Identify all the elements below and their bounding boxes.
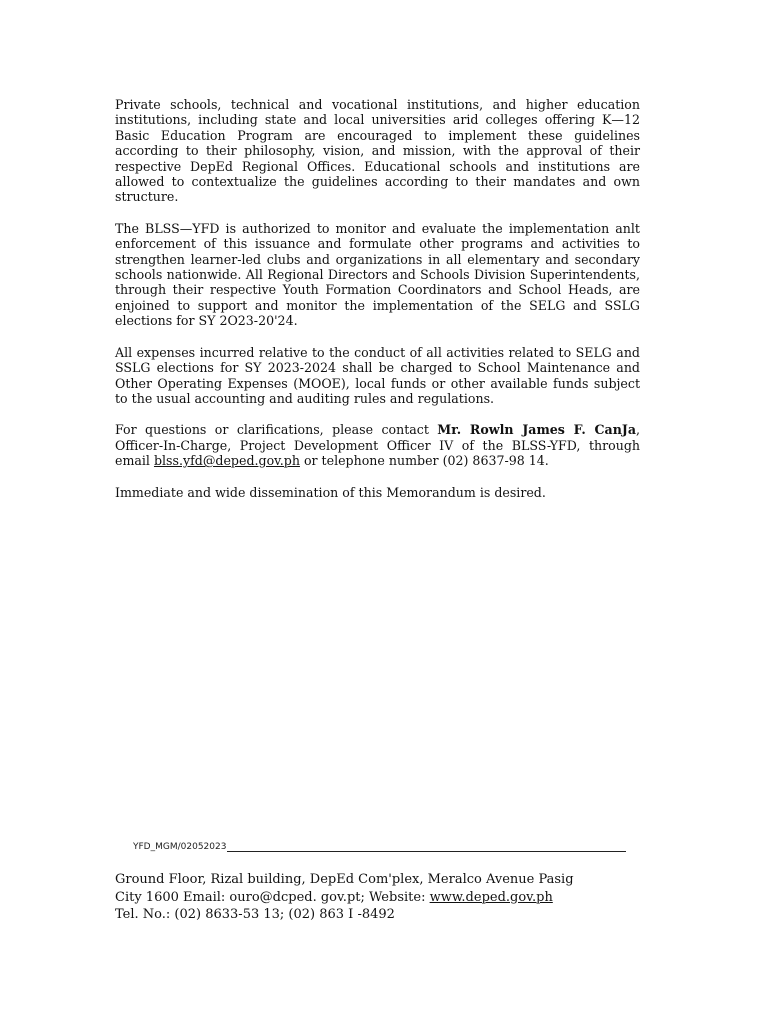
paragraph-monitoring: The BLSS—YFD is authorized to monitor and evaluate the implementation anlt enforcement of this issuance and formulate other programs and activities to strengthen learner-led clubs and organizations in all elementary and secondary schools nationwide. All Regional Directors and Schools Division Superintendents, through their respective Youth Formation Coordinators and School Heads, are enjoined to support and monitor the implementation of the SELG and SSLG elections for SY 2O23-20'24. <box>115 220 640 329</box>
footer-address-line-1: Ground Floor, Rizal building, DepEd Com'plex, Meralco Avenue Pasig <box>115 872 574 887</box>
contact-text-before: For questions or clarifications, please contact <box>115 422 438 438</box>
footer-address-block <box>115 871 635 924</box>
paragraph-expenses: All expenses incurred relative to the conduct of all activities related to SELG and SSLG elections for SY 2023-2024 shall be charged to School Maintenance and Other Operating Expenses (MOOE), local funds or other available funds subject to the usual accounting and auditing rules and regulations. <box>115 344 640 406</box>
contact-person-name: Mr. Rowln James F. CanJa <box>437 422 636 438</box>
contact-text-middle: , Officer-In-Charge, Project Development Officer IV of the BLSS-YFD, through email <box>115 422 640 469</box>
paragraph-contact <box>115 422 640 468</box>
paragraph-private-schools: Private schools, technical and vocational institutions, and higher education institutions, including state and local universities arid colleges offering K—12 Basic Education Program are encouraged to implement these guidelines according to their philosophy, vision, and mission, with the approval of their respective DepEd Regional Offices. Educational schools and institutions are allowed to contextualize the guidelines according to their mandates and own structure. <box>115 97 640 205</box>
contact-text-after: or telephone number (02) 8637-98 14. <box>299 453 549 469</box>
contact-email-link[interactable]: blss.yfd@deped.gov.ph <box>153 453 300 469</box>
document-code: YFD_MGM/02052023 <box>133 842 227 852</box>
footer-website-link[interactable]: www.deped.gov.ph <box>429 889 553 905</box>
footer-address-line-2 <box>115 889 635 907</box>
footer-telephone: Tel. No.: (02) 8633-53 13; (02) 863 I -8492 <box>115 907 395 922</box>
footer-email-text: City 1600 Email: ouro@dcped. gov.pt; Website: <box>115 889 430 905</box>
footer-divider <box>133 839 626 852</box>
paragraph-dissemination: Immediate and wide dissemination of this Memorandum is desired. <box>115 484 546 500</box>
memo-body <box>115 97 640 516</box>
